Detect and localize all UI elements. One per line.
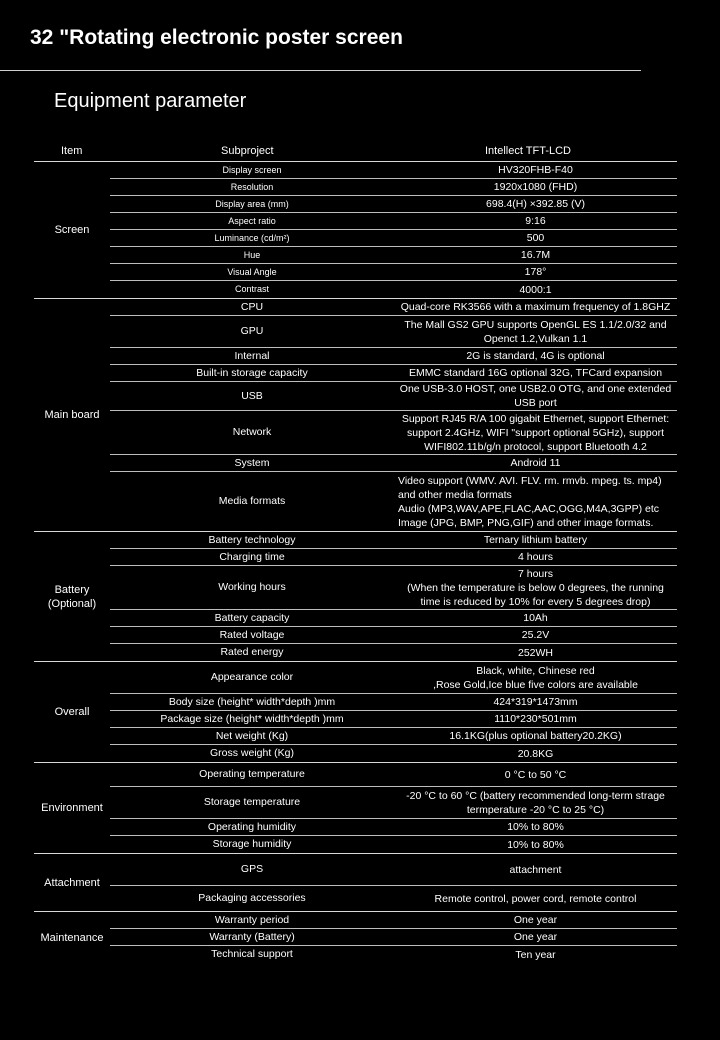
subproject-cell: Hue — [243, 249, 261, 260]
table-row — [110, 662, 677, 694]
table-row — [110, 929, 677, 946]
title-divider — [0, 70, 641, 71]
group-rows — [110, 763, 677, 853]
value-cell: Ternary lithium battery — [483, 534, 588, 546]
value-cell: 16.1KG(plus optional battery20.2KG) — [449, 730, 622, 742]
table-row — [110, 912, 677, 929]
group-item-label: Screen — [54, 224, 90, 236]
value-cell: 698.4(H) ×392.85 (V) — [486, 198, 585, 210]
table-group — [34, 854, 677, 912]
subproject-cell: Working hours — [218, 581, 286, 593]
subproject-cell: GPU — [240, 325, 264, 337]
subproject-cell: Net weight (Kg) — [215, 729, 289, 742]
table-group — [34, 532, 677, 662]
group-item-label: Battery (Optional) — [47, 583, 97, 610]
group-item-label: Main board — [44, 409, 100, 421]
subproject-cell: Internal — [234, 349, 270, 362]
parameter-table — [34, 143, 677, 963]
subproject-cell: USB — [241, 389, 263, 402]
subproject-cell: Display area (mm) — [215, 198, 289, 209]
value-cell: -20 °C to 60 °C (battery recommended long-term strage termperature -20 °C to 25 °C) — [406, 789, 665, 816]
table-row — [110, 745, 677, 762]
group-item-label: Maintenance — [40, 931, 104, 944]
table-header — [34, 143, 677, 162]
value-cell: 4000:1 — [519, 283, 552, 296]
subproject-cell: Charging time — [219, 550, 285, 563]
subproject-cell: Battery capacity — [214, 611, 290, 624]
column-header-value: Intellect TFT-LCD — [485, 145, 571, 157]
subproject-cell: Luminance (cd/m²) — [214, 232, 290, 243]
value-cell: Remote control, power cord, remote control — [434, 892, 637, 905]
section-title: Equipment parameter — [54, 90, 247, 112]
table-row — [110, 946, 677, 963]
table-group — [34, 162, 677, 299]
table-row — [110, 179, 677, 196]
subproject-cell: System — [234, 456, 270, 469]
value-cell: 7 hours (When the temperature is below 0 degrees, the running time is reduced by 10% for every 5 degrees drop) — [407, 567, 664, 608]
table-row — [110, 627, 677, 644]
table-row — [110, 162, 677, 179]
value-cell: 9:16 — [525, 215, 546, 227]
table-row — [110, 610, 677, 627]
subproject-cell: Display screen — [222, 164, 282, 175]
value-cell: 1110*230*501mm — [494, 713, 577, 725]
subproject-cell: Warranty period — [214, 913, 290, 926]
value-cell: One year — [513, 914, 558, 926]
value-cell: 252WH — [517, 646, 553, 659]
table-row — [110, 247, 677, 264]
table-group — [34, 299, 677, 532]
value-cell: Android 11 — [510, 457, 561, 469]
table-row — [110, 886, 677, 911]
table-row — [110, 411, 677, 455]
table-row — [110, 728, 677, 745]
value-cell: Black, white, Chinese red ,Rose Gold,Ice blue five colors are available — [433, 664, 638, 691]
subproject-cell: Visual Angle — [227, 266, 277, 277]
table-row — [110, 836, 677, 853]
table-row — [110, 316, 677, 348]
group-rows — [110, 532, 677, 661]
group-item-label: Attachment — [44, 876, 100, 889]
table-row — [110, 644, 677, 661]
page-title: 32 "Rotating electronic poster screen — [30, 26, 403, 49]
value-cell: 20.8KG — [517, 747, 554, 760]
table-row — [110, 854, 677, 886]
value-cell: One year — [513, 931, 558, 943]
value-cell: 178° — [524, 266, 547, 278]
table-row — [110, 230, 677, 247]
group-rows — [110, 299, 677, 531]
subproject-cell: Technical support — [211, 948, 293, 960]
table-row — [110, 299, 677, 316]
value-cell: 500 — [526, 232, 545, 244]
column-header-item: Item — [61, 145, 83, 157]
value-cell: HV320FHB-F40 — [498, 164, 573, 176]
subproject-cell: GPS — [240, 863, 264, 875]
group-item-label: Overall — [54, 706, 90, 718]
subproject-cell: Rated voltage — [219, 628, 285, 641]
value-cell: 10% to 80% — [507, 821, 564, 833]
subproject-cell: Storage temperature — [203, 796, 301, 808]
subproject-cell: Aspect ratio — [228, 215, 276, 226]
group-rows — [110, 662, 677, 762]
group-rows — [110, 912, 677, 963]
table-row — [110, 264, 677, 281]
value-cell: 16.7M — [520, 249, 551, 261]
table-row — [110, 819, 677, 836]
subproject-cell: CPU — [240, 300, 264, 313]
subproject-cell: Packaging accessories — [198, 892, 306, 904]
table-row — [110, 711, 677, 728]
value-cell: Ten year — [515, 948, 556, 961]
value-cell: 0 °C to 50 °C — [504, 768, 567, 781]
value-cell: 1920x1080 (FHD) — [493, 181, 578, 193]
value-cell: Video support (WMV. AVI. FLV. rm. rmvb. mpeg. ts. mp4) and other media formats Audio (MP3,WAV,APE,FLAC,AAC,OGG,M4A,3GPP) etc Image (JPG, BMP, PNG,GIF) and other image formats. — [398, 474, 662, 529]
value-cell: 25.2V — [521, 629, 550, 641]
table-row — [110, 213, 677, 230]
subproject-cell: Warranty (Battery) — [209, 930, 295, 943]
table-group — [34, 912, 677, 963]
table-row — [110, 472, 677, 531]
subproject-cell: Network — [232, 426, 272, 438]
table-body — [34, 162, 677, 963]
subproject-cell: Body size (height* width*depth )mm — [168, 695, 336, 708]
table-row — [110, 281, 677, 298]
group-rows — [110, 854, 677, 911]
value-cell: EMMC standard 16G optional 32G, TFCard expansion — [408, 367, 663, 379]
table-group — [34, 763, 677, 854]
table-row — [110, 196, 677, 213]
value-cell: attachment — [509, 863, 562, 876]
subproject-cell: Gross weight (Kg) — [209, 747, 295, 759]
table-row — [110, 455, 677, 472]
subproject-cell: Rated energy — [220, 646, 284, 658]
subproject-cell: Built-in storage capacity — [196, 366, 308, 379]
table-row — [110, 365, 677, 382]
value-cell: Quad-core RK3566 with a maximum frequency of 1.8GHZ — [400, 301, 671, 313]
subproject-cell: Appearance color — [210, 671, 294, 683]
subproject-cell: Operating humidity — [207, 820, 297, 833]
value-cell: 424*319*1473mm — [493, 696, 578, 708]
group-rows — [110, 162, 677, 298]
table-row — [110, 566, 677, 610]
value-cell: One USB-3.0 HOST, one USB2.0 OTG, and one extended USB port — [399, 383, 672, 409]
subproject-cell: Operating temperature — [199, 768, 305, 780]
column-header-subproject: Subproject — [221, 145, 274, 157]
table-row — [110, 348, 677, 365]
value-cell: The Mall GS2 GPU supports OpenGL ES 1.1/2.0/32 and Openct 1.2,Vulkan 1.1 — [404, 318, 667, 345]
table-row — [110, 532, 677, 549]
table-row — [110, 787, 677, 819]
table-group — [34, 662, 677, 763]
value-cell: 2G is standard, 4G is optional — [466, 350, 605, 362]
table-row — [110, 382, 677, 411]
value-cell: 4 hours — [517, 551, 554, 563]
table-row — [110, 763, 677, 787]
subproject-cell: Battery technology — [208, 533, 296, 546]
value-cell: 10% to 80% — [507, 838, 564, 851]
subproject-cell: Resolution — [230, 181, 274, 192]
subproject-cell: Media formats — [218, 495, 286, 507]
table-row — [110, 694, 677, 711]
group-item-label: Environment — [41, 802, 103, 814]
value-cell: 10Ah — [523, 612, 548, 624]
table-row — [110, 549, 677, 566]
subproject-cell: Package size (height* width*depth )mm — [160, 712, 344, 725]
value-cell: Support RJ45 R/A 100 gigabit Ethernet, support Ethernet: support 2.4GHz, WIFI "support optional 5GHz), support WIFI802.11b/g/n protocol, support Bluetooth 4.2 — [401, 412, 670, 453]
subproject-cell: Storage humidity — [212, 838, 292, 850]
subproject-cell: Contrast — [234, 284, 269, 294]
